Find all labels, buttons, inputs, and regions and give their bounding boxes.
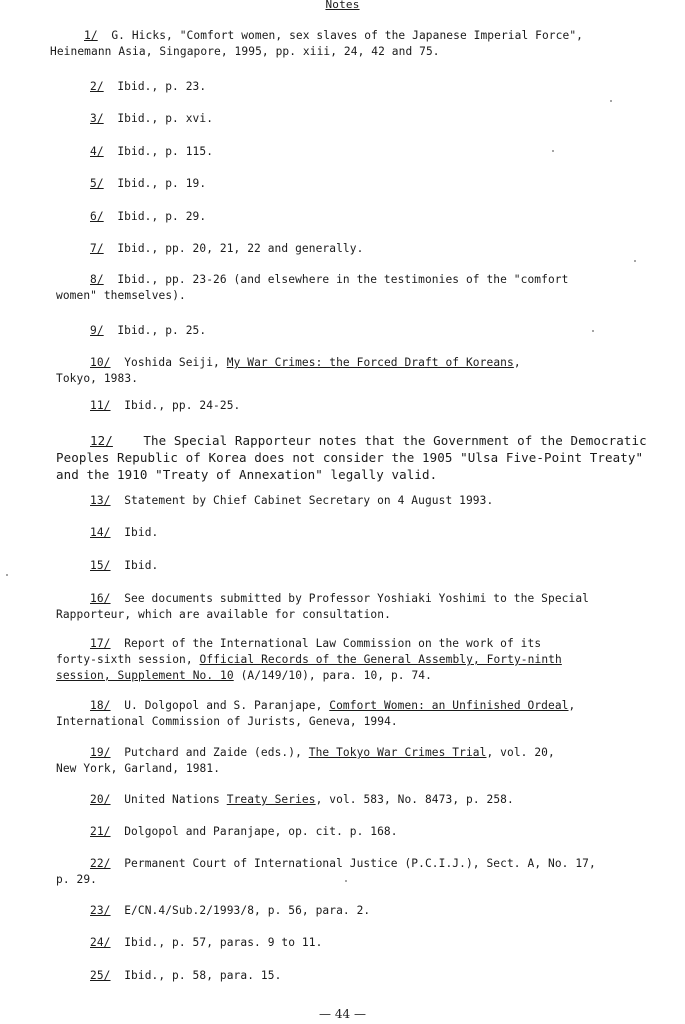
footnote-8 <box>56 272 680 304</box>
footnote-number: 18/ <box>90 699 111 712</box>
footnote-11 <box>56 398 680 414</box>
footnote-number: 6/ <box>90 210 104 223</box>
footnote-text: Ibid., p. 115. <box>117 145 214 158</box>
footnote-text: Ibid., pp. 23-26 (and elsewhere in the testimonies of the "comfort women" themselves). <box>56 273 569 302</box>
footnote-text: G. Hicks, "Comfort women, sex slaves of the Japanese Imperial Force", Heinemann Asia, Singapore, 1995, pp. xiii, 24, 42 and 75. <box>50 29 583 58</box>
scan-speck <box>592 330 594 332</box>
footnote-text: Ibid., p. 25. <box>117 324 207 337</box>
footnote-text: United Nations <box>124 793 227 806</box>
footnote-13 <box>56 493 680 509</box>
footnote-number: 23/ <box>90 904 111 917</box>
footnote-12 <box>56 432 680 483</box>
footnote-text: (A/149/10), para. 10, p. 74. <box>233 669 432 682</box>
footnote-text: Report of the International Law Commission on the work of its forty-sixth session, <box>56 637 542 666</box>
footnote-4 <box>56 144 680 160</box>
scan-speck <box>345 880 347 882</box>
footnote-23 <box>56 903 680 919</box>
footnote-14 <box>56 525 680 541</box>
footnote-text: Ibid., p. 58, para. 15. <box>124 969 282 982</box>
footnote-number: 22/ <box>90 857 111 870</box>
footnote-10 <box>56 355 680 387</box>
footnote-text: Ibid. <box>124 526 159 539</box>
footnote-9 <box>56 323 680 339</box>
page-title: Notes <box>325 0 360 11</box>
footnote-text: Permanent Court of International Justice (P.C.I.J.), Sect. A, No. 17, p. 29. <box>56 857 596 886</box>
footnote-number: 1/ <box>84 29 98 42</box>
footnote-title: Official Records of the General Assembly, Forty-ninth session, Supplement No. 10 <box>56 653 562 682</box>
footnote-text: Ibid., p. 19. <box>117 177 207 190</box>
footnote-5 <box>56 176 680 192</box>
footnote-text: Ibid., p. 57, paras. 9 to 11. <box>124 936 323 949</box>
footnote-7 <box>56 241 680 257</box>
footnote-number: 17/ <box>90 637 111 650</box>
footnote-text: Putchard and Zaide (eds.), <box>124 746 309 759</box>
footnote-number: 2/ <box>90 80 104 93</box>
footnote-number: 4/ <box>90 145 104 158</box>
footnote-number: 3/ <box>90 112 104 125</box>
footnote-number: 16/ <box>90 592 111 605</box>
footnote-text: Ibid., p. 23. <box>117 80 207 93</box>
footnote-text: Yoshida Seiji, <box>124 356 227 369</box>
footnote-text: , vol. 583, No. 8473, p. 258. <box>315 793 514 806</box>
scan-speck <box>552 150 554 152</box>
footnote-number: 21/ <box>90 825 111 838</box>
footnote-text: Ibid., pp. 24-25. <box>124 399 241 412</box>
footnote-3 <box>56 111 680 127</box>
footnote-6 <box>56 209 680 225</box>
footnote-number: 5/ <box>90 177 104 190</box>
footnote-title: My War Crimes: the Forced Draft of Koreans <box>226 356 514 369</box>
footnote-title: Comfort Women: an Unfinished Ordeal <box>329 699 569 712</box>
footnote-number: 20/ <box>90 793 111 806</box>
footnote-text: , vol. 20, New York, Garland, 1981. <box>56 746 555 775</box>
footnote-number: 11/ <box>90 399 111 412</box>
footnote-text: E/CN.4/Sub.2/1993/8, p. 56, para. 2. <box>124 904 371 917</box>
footnote-title: The Tokyo War Crimes Trial <box>308 746 487 759</box>
footnote-text: Statement by Chief Cabinet Secretary on 4 August 1993. <box>124 494 494 507</box>
footnote-number: 8/ <box>90 273 104 286</box>
footnote-text: The Special Rapporteur notes that the Government of the Democratic Peoples Republic of Korea does not consider the 1905 "Ulsa Five-Point Treaty" and the 1910 "Treaty of Annexation" legally valid. <box>56 433 647 482</box>
footnote-number: 12/ <box>90 433 113 448</box>
footnote-text: U. Dolgopol and S. Paranjape, <box>124 699 330 712</box>
footnote-number: 9/ <box>90 324 104 337</box>
footnote-number: 24/ <box>90 936 111 949</box>
scan-speck <box>6 574 8 576</box>
footnote-16 <box>56 591 680 623</box>
footnote-19 <box>56 745 680 777</box>
footnote-18 <box>56 698 680 730</box>
scan-speck <box>634 260 636 262</box>
footnote-1 <box>50 28 674 60</box>
footnote-20 <box>56 792 680 808</box>
footnote-text: Ibid., pp. 20, 21, 22 and generally. <box>117 242 364 255</box>
footnote-text: Ibid., p. 29. <box>117 210 207 223</box>
footnote-number: 15/ <box>90 559 111 572</box>
footnote-2 <box>56 79 680 95</box>
footnote-17 <box>56 636 680 684</box>
footnote-15 <box>56 558 680 574</box>
footnote-text: Ibid. <box>124 559 159 572</box>
footnote-number: 10/ <box>90 356 111 369</box>
footnote-text: , Tokyo, 1983. <box>56 356 521 385</box>
scan-speck <box>610 100 612 102</box>
page-number: — 44 — <box>319 1007 366 1021</box>
footnote-number: 19/ <box>90 746 111 759</box>
footnote-title: Treaty Series <box>226 793 316 806</box>
footnote-text: Ibid., p. xvi. <box>117 112 214 125</box>
footnote-24 <box>56 935 680 951</box>
footnote-number: 7/ <box>90 242 104 255</box>
footnote-text: See documents submitted by Professor Yoshiaki Yoshimi to the Special Rapporteur, which are available for consultation. <box>56 592 589 621</box>
footnote-21 <box>56 824 680 840</box>
footnote-22 <box>56 856 680 888</box>
footnote-text: , International Commission of Jurists, Geneva, 1994. <box>56 699 576 728</box>
footnote-number: 13/ <box>90 494 111 507</box>
footnote-number: 14/ <box>90 526 111 539</box>
footnote-text: Dolgopol and Paranjape, op. cit. p. 168. <box>124 825 398 838</box>
footnote-25 <box>56 968 680 984</box>
footnote-number: 25/ <box>90 969 111 982</box>
